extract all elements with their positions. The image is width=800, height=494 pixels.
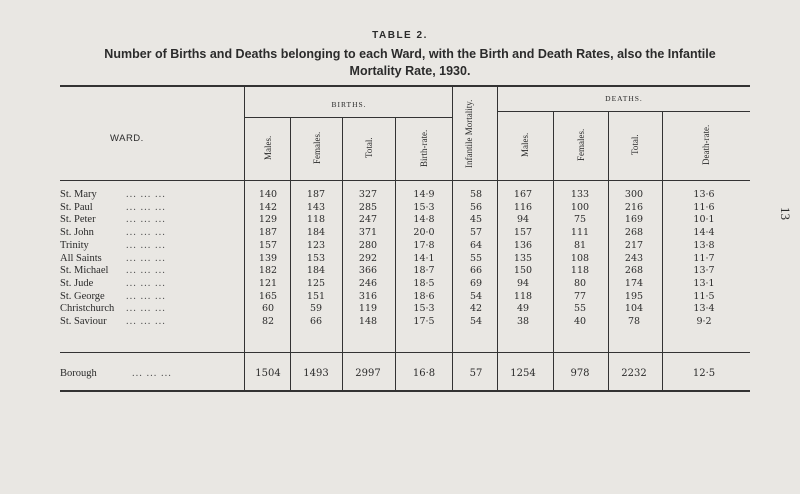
deaths-females-cell: 77 bbox=[573, 290, 587, 302]
births-males-cell: 182 bbox=[258, 265, 278, 277]
births-males-cell: 121 bbox=[258, 277, 278, 289]
births-total-cell: 119 bbox=[358, 303, 378, 315]
deaths-males-cell: 1254 bbox=[510, 368, 536, 379]
deaths-males-cell: 118 bbox=[513, 290, 533, 302]
column-divider bbox=[497, 86, 498, 391]
ward-name: St. Mary bbox=[60, 189, 97, 200]
table-row-ward bbox=[60, 265, 244, 277]
death-rate-cell: 13·6 bbox=[693, 189, 715, 200]
leader-dots: ... ... ... bbox=[126, 201, 166, 213]
births-total-cell: 280 bbox=[358, 239, 378, 251]
births-total-cell: 327 bbox=[358, 189, 378, 200]
deaths-males-cell: 136 bbox=[513, 239, 533, 251]
table-row-ward bbox=[60, 278, 244, 290]
births-total-cell: 246 bbox=[358, 277, 378, 289]
births-total-cell: 247 bbox=[358, 214, 378, 226]
births-males-cell: 165 bbox=[258, 290, 278, 302]
deaths-total-cell: 217 bbox=[624, 239, 644, 251]
births-females-cell: 184 bbox=[306, 227, 326, 239]
deaths-total-cell: 169 bbox=[624, 214, 644, 226]
birth-rate-cell: 18·6 bbox=[413, 290, 435, 302]
total-separator-rule bbox=[60, 352, 750, 353]
infantile-mortality-cell: 45 bbox=[469, 214, 483, 226]
births-males-header: Males. bbox=[263, 135, 273, 161]
deaths-females-cell: 100 bbox=[570, 201, 590, 213]
deaths-females-cell: 81 bbox=[573, 239, 587, 251]
births-males-cell: 82 bbox=[261, 316, 275, 327]
deaths-total-cell: 216 bbox=[624, 201, 644, 213]
top-rule bbox=[60, 85, 750, 87]
birth-rate-cell: 18·5 bbox=[413, 277, 435, 289]
death-rate-cell: 13·1 bbox=[693, 277, 715, 289]
births-females-cell: 184 bbox=[306, 265, 326, 277]
births-total-cell: 148 bbox=[358, 316, 378, 327]
column-divider bbox=[244, 86, 245, 391]
deaths-total-header: Total. bbox=[630, 134, 640, 156]
column-divider bbox=[553, 111, 554, 391]
deaths-group-rule bbox=[498, 111, 750, 112]
deaths-females-cell: 55 bbox=[573, 303, 587, 315]
table-row-ward bbox=[60, 291, 244, 303]
column-divider bbox=[395, 117, 396, 391]
birth-rate-cell: 18·7 bbox=[413, 265, 435, 277]
leader-dots: ... ... ... bbox=[126, 189, 166, 200]
births-group-rule bbox=[245, 117, 453, 118]
births-males-cell: 187 bbox=[258, 227, 278, 239]
table-row-ward bbox=[60, 202, 244, 214]
births-females-cell: 151 bbox=[306, 290, 326, 302]
infantile-mortality-cell: 64 bbox=[469, 239, 483, 251]
birth-rate-cell: 14·8 bbox=[413, 214, 435, 226]
deaths-total-cell: 268 bbox=[624, 227, 644, 239]
births-total-cell: 371 bbox=[358, 227, 378, 239]
ward-name: St. Michael bbox=[60, 265, 109, 277]
ward-name: Borough bbox=[60, 368, 97, 379]
deaths-males-cell: 94 bbox=[516, 214, 530, 226]
infantile-mortality-cell: 58 bbox=[469, 189, 483, 200]
leader-dots: ... ... ... bbox=[126, 277, 166, 289]
infantile-mortality-cell: 56 bbox=[469, 201, 483, 213]
leader-dots: ... ... ... bbox=[126, 252, 166, 264]
bottom-rule bbox=[60, 390, 750, 392]
deaths-females-cell: 80 bbox=[573, 277, 587, 289]
infantile-mortality-cell: 54 bbox=[469, 316, 483, 327]
death-rate-cell: 14·4 bbox=[693, 227, 715, 239]
births-total-cell: 366 bbox=[358, 265, 378, 277]
birth-rate-cell: 17·8 bbox=[413, 239, 435, 251]
births-males-cell: 60 bbox=[261, 303, 275, 315]
leader-dots: ... ... ... bbox=[126, 290, 166, 302]
table-row-ward bbox=[60, 227, 244, 239]
header-body-rule bbox=[60, 180, 750, 181]
births-total-cell: 292 bbox=[358, 252, 378, 264]
death-rate-cell: 11·7 bbox=[693, 252, 715, 264]
deaths-females-cell: 75 bbox=[573, 214, 587, 226]
table-row-ward bbox=[60, 253, 244, 265]
births-total-cell: 316 bbox=[358, 290, 378, 302]
deaths-males-header: Males. bbox=[520, 132, 530, 158]
births-females-cell: 59 bbox=[309, 303, 323, 315]
deaths-males-cell: 38 bbox=[516, 316, 530, 327]
births-total-header: Total. bbox=[364, 137, 374, 159]
ward-name: St. John bbox=[60, 227, 94, 239]
ward-name: All Saints bbox=[60, 252, 102, 264]
birth-rate-cell: 17·5 bbox=[413, 316, 435, 327]
deaths-total-cell: 195 bbox=[624, 290, 644, 302]
leader-dots: ... ... ... bbox=[126, 214, 166, 226]
table-label: TABLE 2. bbox=[372, 30, 428, 41]
total-row-ward bbox=[60, 368, 244, 380]
infantile-mortality-cell: 57 bbox=[469, 227, 483, 239]
deaths-females-cell: 133 bbox=[570, 189, 590, 200]
births-males-cell: 1504 bbox=[255, 368, 281, 379]
births-males-cell: 129 bbox=[258, 214, 278, 226]
death-rate-cell: 10·1 bbox=[693, 214, 715, 226]
column-divider bbox=[608, 111, 609, 391]
infantile-mortality-cell: 69 bbox=[469, 277, 483, 289]
leader-dots: ... ... ... bbox=[126, 316, 166, 327]
deaths-total-cell: 268 bbox=[624, 265, 644, 277]
infantile-mortality-cell: 66 bbox=[469, 265, 483, 277]
births-females-header: Females. bbox=[312, 131, 322, 165]
infantile-mortality-cell: 54 bbox=[469, 290, 483, 302]
births-males-cell: 139 bbox=[258, 252, 278, 264]
births-females-cell: 1493 bbox=[303, 368, 329, 379]
death-rate-cell: 11·6 bbox=[693, 201, 715, 213]
death-rate-cell: 13·8 bbox=[693, 239, 715, 251]
infantile-mortality-header: Infantile Mortality. bbox=[464, 99, 474, 168]
ward-name: St. Saviour bbox=[60, 316, 107, 327]
birth-rate-cell: 15·3 bbox=[413, 303, 435, 315]
deaths-total-cell: 174 bbox=[624, 277, 644, 289]
column-divider bbox=[662, 111, 663, 391]
births-females-cell: 118 bbox=[306, 214, 326, 226]
leader-dots: ... ... ... bbox=[132, 368, 172, 379]
birth-rate-cell: 16·8 bbox=[412, 368, 436, 379]
ward-name: St. Jude bbox=[60, 277, 94, 289]
ward-name: St. Peter bbox=[60, 214, 96, 226]
deaths-females-cell: 118 bbox=[570, 265, 590, 277]
leader-dots: ... ... ... bbox=[126, 303, 166, 315]
births-females-cell: 187 bbox=[306, 189, 326, 200]
deaths-total-cell: 243 bbox=[624, 252, 644, 264]
deaths-males-cell: 135 bbox=[513, 252, 533, 264]
deaths-total-cell: 104 bbox=[624, 303, 644, 315]
deaths-females-cell: 978 bbox=[570, 368, 590, 379]
death-rate-cell: 11·5 bbox=[693, 290, 715, 302]
column-divider bbox=[290, 117, 291, 391]
deaths-males-cell: 157 bbox=[513, 227, 533, 239]
births-females-cell: 125 bbox=[306, 277, 326, 289]
table-row-ward bbox=[60, 214, 244, 226]
deaths-females-header: Females. bbox=[576, 128, 586, 162]
deaths-males-cell: 116 bbox=[513, 201, 533, 213]
table-row-ward bbox=[60, 316, 244, 328]
deaths-total-cell: 78 bbox=[627, 316, 641, 327]
ward-name: St. George bbox=[60, 290, 105, 302]
deaths-females-cell: 108 bbox=[570, 252, 590, 264]
births-females-cell: 66 bbox=[309, 316, 323, 327]
births-total-cell: 285 bbox=[358, 201, 378, 213]
leader-dots: ... ... ... bbox=[126, 227, 166, 239]
births-males-cell: 140 bbox=[258, 189, 278, 200]
death-rate-cell: 13·7 bbox=[693, 265, 715, 277]
births-males-cell: 142 bbox=[258, 201, 278, 213]
deaths-group-header: DEATHS. bbox=[605, 94, 643, 103]
births-group-header: BIRTHS. bbox=[331, 100, 367, 109]
leader-dots: ... ... ... bbox=[126, 239, 166, 251]
infantile-mortality-cell: 57 bbox=[469, 368, 483, 379]
births-total-cell: 2997 bbox=[355, 368, 381, 379]
birth-rate-cell: 14·1 bbox=[413, 252, 435, 264]
table-row-ward bbox=[60, 189, 244, 201]
death-rate-cell: 13·4 bbox=[693, 303, 715, 315]
ward-name: St. Paul bbox=[60, 201, 93, 213]
infantile-mortality-cell: 42 bbox=[469, 303, 483, 315]
column-divider bbox=[452, 86, 453, 391]
deaths-total-cell: 300 bbox=[624, 189, 644, 200]
deaths-females-cell: 40 bbox=[573, 316, 587, 327]
deaths-females-cell: 111 bbox=[570, 227, 590, 239]
death-rate-cell: 12·5 bbox=[692, 368, 716, 379]
deaths-total-cell: 2232 bbox=[621, 368, 647, 379]
ward-name: Christchurch bbox=[60, 303, 115, 315]
death-rate-cell: 9·2 bbox=[696, 316, 712, 327]
table-caption: Number of Births and Deaths belonging to each Ward, with the Birth and Death Rates, also the Infantile Mortality Rate, 1930. bbox=[104, 47, 716, 78]
ward-column-header: WARD. bbox=[110, 133, 144, 144]
column-divider bbox=[342, 117, 343, 391]
table-row-ward bbox=[60, 240, 244, 252]
births-females-cell: 143 bbox=[306, 201, 326, 213]
ward-name: Trinity bbox=[60, 239, 89, 251]
infantile-mortality-cell: 55 bbox=[469, 252, 483, 264]
table-row-ward bbox=[60, 303, 244, 315]
deaths-males-cell: 49 bbox=[516, 303, 530, 315]
deaths-males-cell: 150 bbox=[513, 265, 533, 277]
birth-rate-cell: 20·0 bbox=[413, 227, 435, 239]
births-females-cell: 153 bbox=[306, 252, 326, 264]
birth-rate-cell: 14·9 bbox=[413, 189, 435, 200]
births-males-cell: 157 bbox=[258, 239, 278, 251]
birth-rate-header: Birth-rate. bbox=[419, 129, 429, 167]
deaths-males-cell: 167 bbox=[513, 189, 533, 200]
birth-rate-cell: 15·3 bbox=[413, 201, 435, 213]
leader-dots: ... ... ... bbox=[126, 265, 166, 277]
page-number: 13 bbox=[778, 207, 793, 220]
births-females-cell: 123 bbox=[306, 239, 326, 251]
deaths-males-cell: 94 bbox=[516, 277, 530, 289]
death-rate-header: Death-rate. bbox=[701, 124, 711, 166]
